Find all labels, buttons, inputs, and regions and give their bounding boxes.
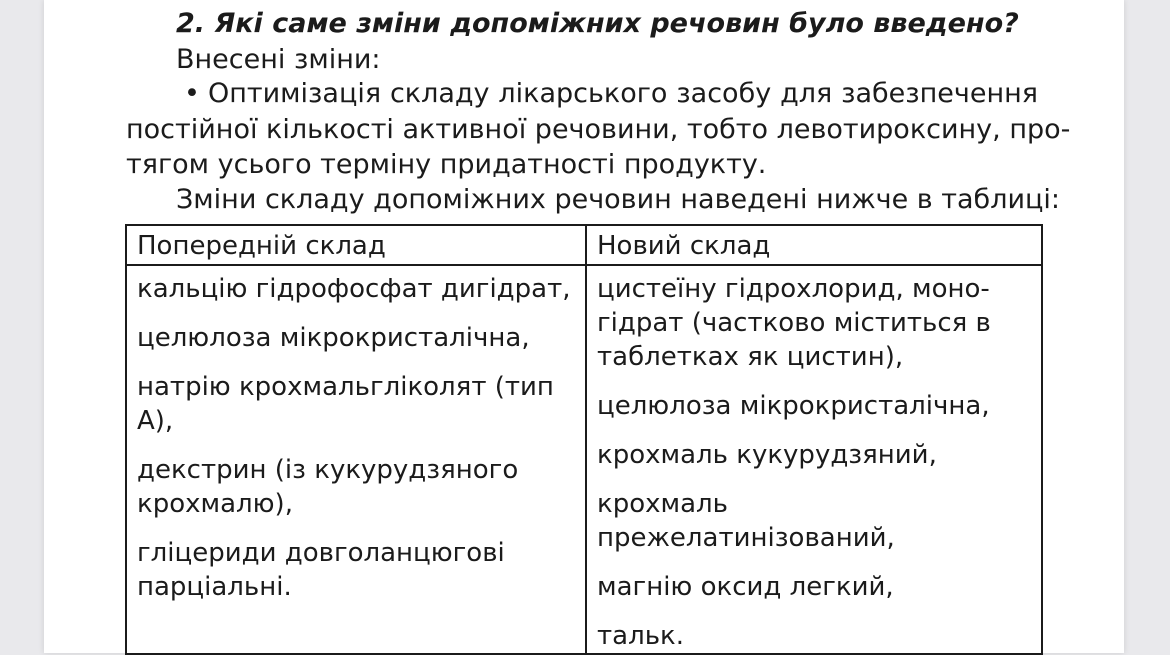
list-item: натрію крохмальгліколят (тип А), — [137, 372, 554, 436]
list-item: крохмаль кукурудзяний, — [597, 440, 937, 470]
table-intro: Зміни складу допоміжних речовин наведені нижче в таблиці: — [176, 184, 1060, 215]
header-previous: Попередній склад — [126, 225, 586, 265]
previous-composition-cell — [126, 265, 586, 654]
list-item: магнію оксид легкий, — [597, 572, 894, 602]
list-item-continued: таблетках як цистин), — [597, 342, 904, 372]
list-item: целюлоза мікрокристалічна, — [137, 323, 530, 353]
list-item-continued: крохмалю), — [137, 489, 293, 519]
excipients-table — [125, 224, 1043, 655]
header-new: Новий склад — [586, 225, 1042, 265]
changes-intro: Внесені зміни: — [176, 44, 381, 75]
bullet-text-line-2: постійної кількості активної речовини, тобто левотироксину, про- — [126, 114, 1071, 145]
list-item-continued: парціальні. — [137, 572, 292, 602]
bullet-text-line-3: тягом усього терміну придатності продукту. — [126, 149, 767, 180]
document-page — [44, 0, 1124, 653]
new-composition-cell — [586, 265, 1042, 654]
list-item: декстрин (із кукурудзяного — [137, 455, 519, 485]
table-header-row — [126, 225, 1042, 265]
list-item: гліцериди довголанцюгові — [137, 538, 505, 568]
list-item: крохмаль прежелатинізований, — [597, 489, 895, 553]
bullet-item — [176, 76, 1038, 112]
cropped-previous-line — [44, 0, 1124, 4]
list-item: кальцію гідрофосфат дигідрат, — [137, 274, 571, 304]
list-item: целюлоза мікрокристалічна, — [597, 391, 990, 421]
bullet-icon: • — [184, 78, 200, 109]
table-row — [126, 265, 1042, 654]
list-item-continued: гідрат (частково міститься в — [597, 308, 991, 338]
section-heading: 2. Які саме зміни допоміжних речовин було введено? — [176, 8, 1019, 39]
list-item: тальк. — [597, 621, 684, 651]
list-item: цистеїну гідрохлорид, моно- — [597, 274, 990, 304]
bullet-text-line-1: Оптимізація складу лікарського засобу для забезпечення — [208, 78, 1038, 109]
